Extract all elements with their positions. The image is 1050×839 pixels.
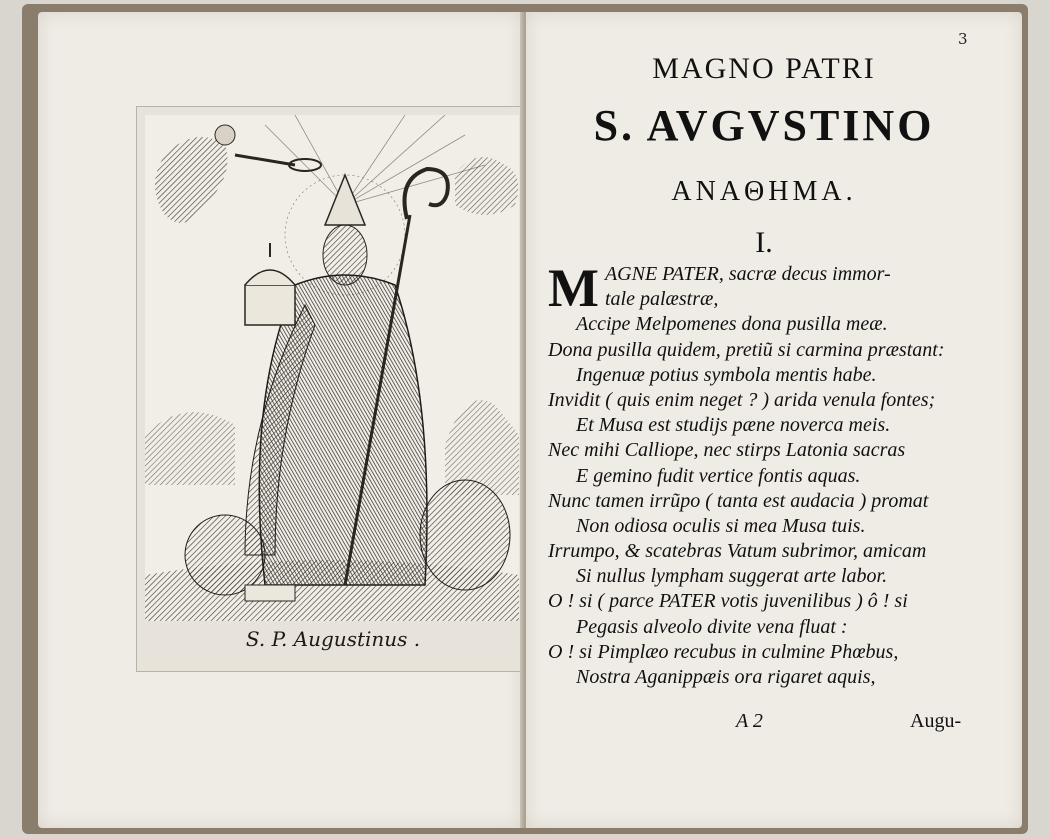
verse-line: Non odiosa oculis si mea Musa tuis.: [576, 514, 866, 537]
signature-mark: A 2: [736, 710, 763, 732]
verse-line: AGNE PATER, sacræ decus immor-: [604, 263, 891, 285]
verse-line: O ! si ( parce PATER votis juvenilibus ) ô ! si: [548, 590, 908, 613]
verse-line: Et Musa est studijs pæne noverca meis.: [576, 414, 891, 437]
verse-line: E gemino fudit vertice fontis aquas.: [576, 464, 861, 487]
section-number: I.: [755, 226, 773, 259]
verse-line: Nostra Aganippæis ora rigaret aquis,: [576, 666, 876, 688]
engraving-plate: [136, 106, 530, 672]
verse-line: tale palæstræ,: [604, 288, 719, 311]
verse-line: Pegasis alveolo divite vena fluat :: [576, 615, 848, 638]
left-page: [38, 12, 522, 828]
verse-line: Ingenuæ potius symbola mentis habe.: [576, 363, 877, 386]
page-number: 3: [958, 30, 968, 48]
verse-line: Invidit ( quis enim neget ? ) arida venula fontes;: [548, 388, 936, 411]
verse-line: Dona pusilla quidem, pretiũ si carmina præstant:: [548, 338, 945, 361]
verse-line: Nunc tamen irrũpo ( tanta est audacia ) promat: [548, 489, 929, 512]
verse-line: Si nullus lympham suggerat arte labor.: [576, 565, 888, 588]
verse-line: Nec mihi Calliope, nec stirps Latonia sacras: [548, 439, 906, 462]
verse-lines: [548, 312, 988, 690]
engraving-caption: S. P. Augustinus .: [245, 627, 421, 651]
verse-line: Irrumpo, & scatebras Vatum subrimor, amicam: [548, 540, 927, 563]
title-augustino: S. AVGVSTINO: [593, 101, 935, 150]
title-magno-patri: MAGNO PATRI: [652, 52, 876, 85]
verse-line: Accipe Melpomenes dona pusilla meæ.: [576, 313, 888, 336]
saint-augustine-engraving: [145, 115, 519, 621]
catchword: Augu-: [910, 710, 962, 732]
verse-line: O ! si Pimplæo recubus in culmine Phœbus,: [548, 640, 899, 663]
dropcap: M: [548, 262, 599, 313]
verse-opening: [548, 262, 988, 312]
verse-text: [548, 262, 988, 690]
title-anathema: ANAΘHMA.: [671, 176, 857, 207]
